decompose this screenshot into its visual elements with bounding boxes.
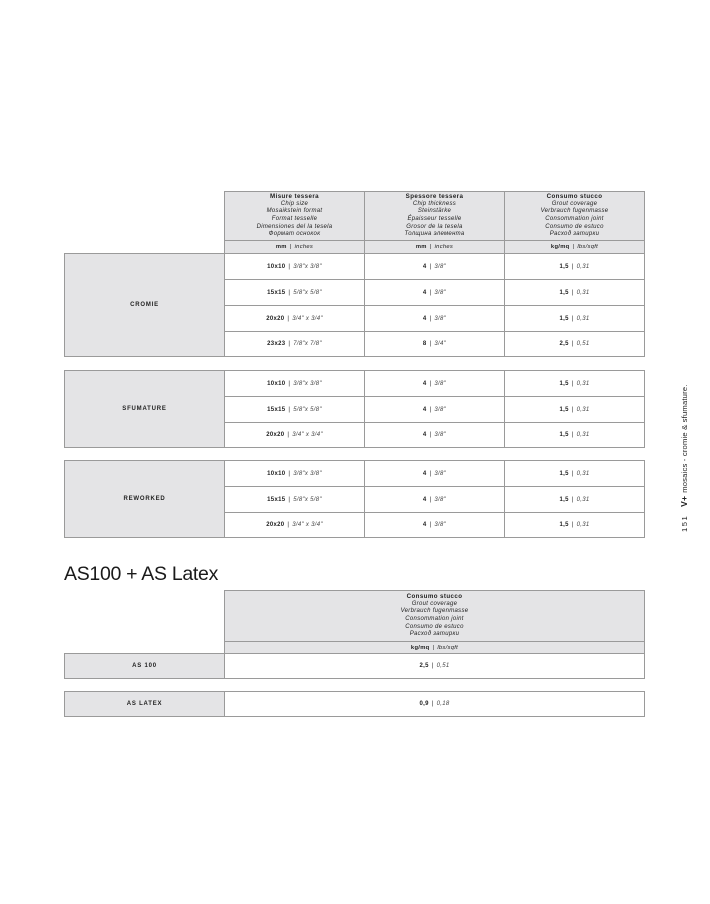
table-cell: 20x20 | 3/4" x 3/4" xyxy=(224,422,365,448)
table-cell: 15x15 | 5/8"x 5/8" xyxy=(224,486,365,513)
group-label-sfumature: SFUMATURE xyxy=(64,370,225,448)
table-cell: 23x23 | 7/8"x 7/8" xyxy=(224,331,365,357)
section-title: AS100 + AS Latex xyxy=(64,563,219,585)
table-cell: 4 | 3/8" xyxy=(364,460,505,487)
table-cell: 20x20 | 3/4" x 3/4" xyxy=(224,305,365,332)
table-cell: 1,5 | 0,31 xyxy=(504,460,645,487)
group-label-cromie: CROMIE xyxy=(64,253,225,357)
row-label-as100: AS 100 xyxy=(64,653,225,679)
table-cell: 10x10 | 3/8"x 3/8" xyxy=(224,370,365,397)
column-header-grout-coverage-as: Consumo stucco Grout coverage Verbrauch fugenmasse Consommation joint Consumo de estuco Расход затирки xyxy=(224,590,645,642)
column-header-chip-size: Misure tessera Chip size Mosaikstein format Format tesselle Dimensiones del la tesela Формат оснокок xyxy=(224,191,365,241)
table-cell: 15x15 | 5/8"x 5/8" xyxy=(224,279,365,306)
table-cell: 1,5 | 0,31 xyxy=(504,253,645,280)
unit-header-grout-coverage: kg/mq | lbs/sqft xyxy=(504,240,645,254)
table-cell: 4 | 3/8" xyxy=(364,253,505,280)
unit-header-chip-size: mm | inches xyxy=(224,240,365,254)
group-label-reworked: REWORKED xyxy=(64,460,225,538)
collection-caption: mosaics - cromie & sfumature. xyxy=(679,384,689,493)
table-cell: 1,5 | 0,31 xyxy=(504,370,645,397)
table-cell: 8 | 3/4" xyxy=(364,331,505,357)
table-cell: 1,5 | 0,31 xyxy=(504,422,645,448)
unit-header-grout-coverage-as: kg/mq | lbs/sqft xyxy=(224,641,645,654)
table-cell: 10x10 | 3/8"x 3/8" xyxy=(224,253,365,280)
row-label-as-latex: AS LATEX xyxy=(64,691,225,717)
table-cell: 10x10 | 3/8"x 3/8" xyxy=(224,460,365,487)
brand-logo: V+ xyxy=(679,495,689,507)
table-cell: 4 | 3/8" xyxy=(364,422,505,448)
table-cell: 20x20 | 3/4" x 3/4" xyxy=(224,512,365,538)
table-cell: 0,9 | 0,18 xyxy=(224,691,645,717)
table-cell: 1,5 | 0,31 xyxy=(504,396,645,423)
column-header-grout-coverage: Consumo stucco Grout coverage Verbrauch fugenmasse Consommation joint Consumo de estuco Расход затирки xyxy=(504,191,645,241)
table-cell: 4 | 3/8" xyxy=(364,305,505,332)
table-cell: 2,5 | 0,51 xyxy=(504,331,645,357)
table-cell: 2,5 | 0,51 xyxy=(224,653,645,679)
table-cell: 4 | 3/8" xyxy=(364,396,505,423)
unit-header-chip-thickness: mm | inches xyxy=(364,240,505,254)
table-cell: 4 | 3/8" xyxy=(364,486,505,513)
table-cell: 1,5 | 0,31 xyxy=(504,305,645,332)
table-cell: 4 | 3/8" xyxy=(364,370,505,397)
side-page-footer xyxy=(679,384,689,532)
table-cell: 1,5 | 0,31 xyxy=(504,279,645,306)
table-cell: 1,5 | 0,31 xyxy=(504,512,645,538)
page-number: 151 xyxy=(679,514,689,532)
table-cell: 15x15 | 5/8"x 5/8" xyxy=(224,396,365,423)
table-cell: 1,5 | 0,31 xyxy=(504,486,645,513)
table-cell: 4 | 3/8" xyxy=(364,279,505,306)
table-cell: 4 | 3/8" xyxy=(364,512,505,538)
column-header-chip-thickness: Spessore tessera Chip thickness Steinstärke Épaisseur tesselle Grosor de la tesela Толщина элемента xyxy=(364,191,505,241)
